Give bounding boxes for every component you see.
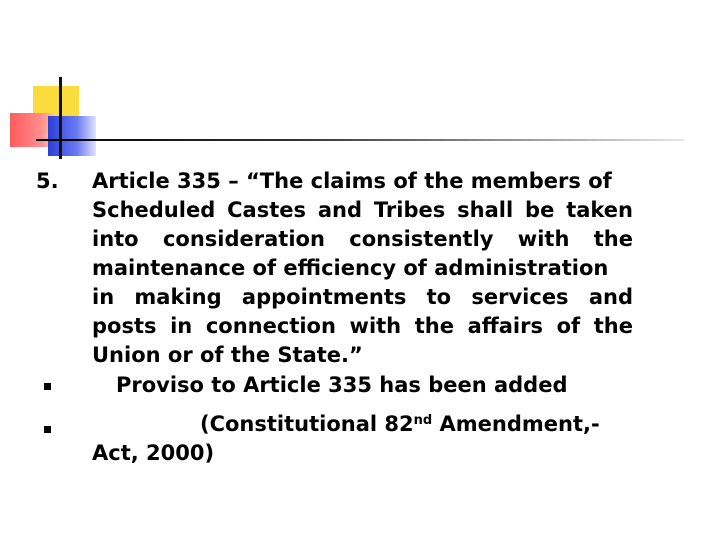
item-number: 5. <box>36 169 59 193</box>
article-line-6: posts in connection with the affairs of the <box>92 314 633 338</box>
amendment-superscript: nd <box>413 413 433 428</box>
bullet-amendment-text <box>200 410 600 439</box>
amendment-suffix: Amendment,- <box>432 412 600 436</box>
title-divider-line <box>36 139 684 141</box>
amendment-prefix: (Constitutional 82 <box>200 412 414 436</box>
article-line-1: Article 335 – “The claims of the members of <box>92 169 612 193</box>
article-line-4: maintenance of efficiency of administration <box>92 256 609 280</box>
article-line-3: into consideration consistently with the <box>92 227 633 251</box>
bullet-marker <box>44 426 51 433</box>
bullet-proviso-text: Proviso to Article 335 has been added <box>116 373 568 397</box>
amendment-continuation: Act, 2000) <box>92 441 215 465</box>
article-line-5: in making appointments to services and <box>92 285 633 309</box>
decor-vertical-line <box>59 77 62 159</box>
article-line-2: Scheduled Castes and Tribes shall be taken <box>92 198 633 222</box>
bullet-marker <box>44 383 51 390</box>
decor-blue-square <box>48 116 96 156</box>
article-line-7: Union or of the State.” <box>92 343 363 367</box>
